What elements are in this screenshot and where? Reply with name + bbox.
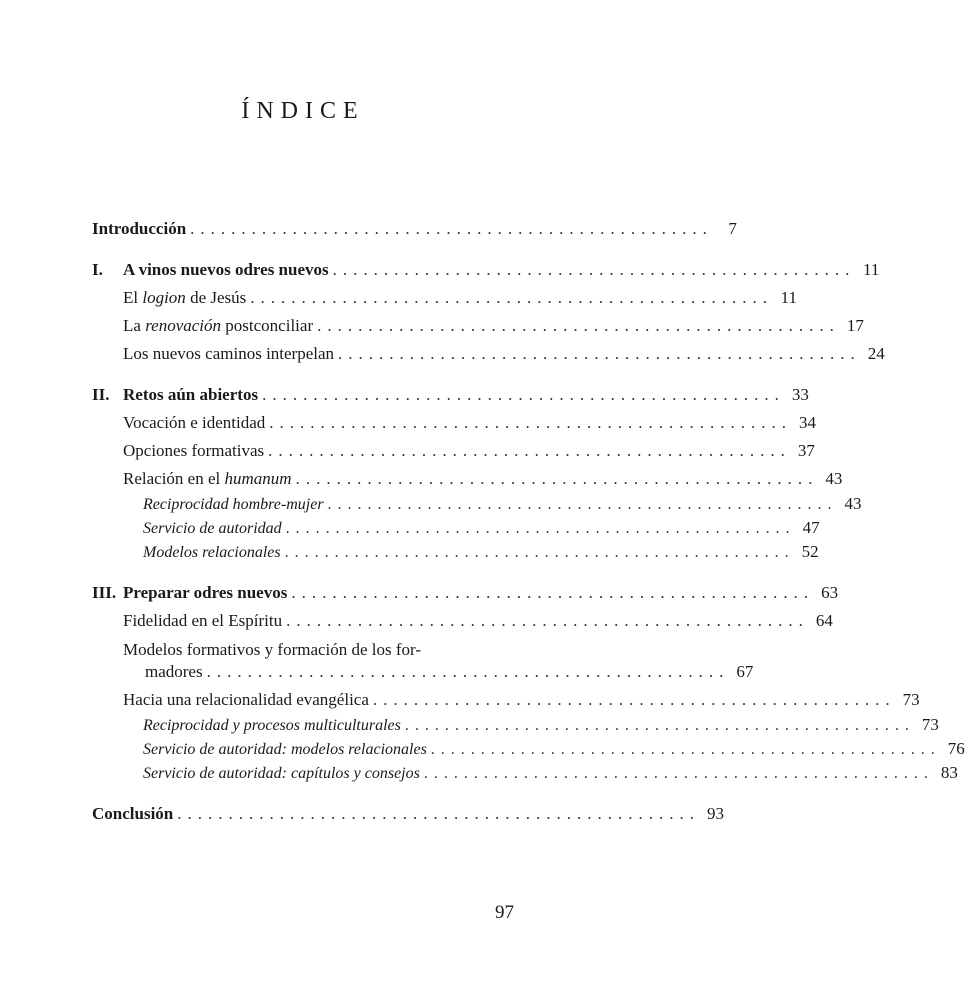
leader-dots: ................................................... [423,765,934,782]
toc-entry-label: Reciprocidad y procesos multiculturales [143,717,401,734]
leader-dots: ................................................... [206,662,730,681]
toc-entry-label: Opciones formativas [123,441,265,460]
toc-entry-relacionalidad [92,690,920,714]
chapter-number: III. [92,583,117,602]
leader-dots: ................................................... [177,804,700,823]
toc-entry-page: 7 [728,219,737,238]
toc-entry-page: 11 [863,260,880,279]
toc-entry-multiculturales [92,715,939,739]
toc-entry-modelos-relacionales [92,542,819,566]
toc-entry-page: 76 [947,739,965,758]
toc-entry-humanum [92,469,843,493]
toc-entry-label: Hacia una relacionalidad evangélica [123,690,369,709]
toc-entry-fidelidad [92,611,833,635]
toc-entry-page: 67 [736,662,754,681]
toc-entry-chapter-2 [92,385,809,409]
toc-entry-page: 73 [921,715,939,734]
toc-entry-opciones [92,441,815,465]
toc-entry-page: 33 [791,385,809,404]
toc-entry-modelos-formativos [92,640,514,664]
toc-entry-renovacion [92,316,864,340]
toc-entry-label-rest: postconciliar [221,316,314,335]
toc-entry-vocacion [92,413,817,437]
toc-entry-logion [92,288,798,312]
toc-entry-label: Servicio de autoridad: modelos relacionales [143,741,427,758]
toc-entry-label: Conclusión [92,804,174,823]
toc-entry-label: Modelos formativos y formación de los for- [123,640,422,659]
toc-entry-chapter-3 [92,583,839,607]
toc-entry-label: Modelos relacionales [143,544,281,561]
toc-entry-conclusion [92,804,724,828]
toc-entry-reciprocidad [92,494,862,518]
leader-dots: ................................................... [430,741,941,758]
toc-entry-label: La [123,316,146,335]
leader-dots: ................................................... [295,469,819,488]
toc-entry-label: El [123,288,143,307]
leader-dots: ................................................... [268,441,791,460]
toc-entry-page: 37 [797,441,815,460]
leader-dots: ................................................... [190,219,713,238]
toc-entry-label: madores [145,662,203,681]
toc-entry-page: 11 [780,288,798,307]
leader-dots: ................................................... [317,316,840,335]
toc-entry-caminos [92,344,885,368]
page-number: 97 [495,902,514,923]
toc-entry-label-italic: logion [142,288,186,307]
toc-entry-label: Servicio de autoridad: capítulos y consejos [143,765,420,782]
chapter-number: I. [92,260,103,279]
leader-dots: ................................................... [285,520,796,537]
toc-entry-label-italic: humanum [224,469,292,488]
leader-dots: ................................................... [269,413,793,432]
leader-dots: ................................................... [372,690,896,709]
leader-dots: ................................................... [291,583,815,602]
leader-dots: ................................................... [327,496,838,513]
toc-entry-label: Introducción [92,219,187,238]
toc-entry-page: 43 [844,494,862,513]
leader-dots: ................................................... [404,717,915,734]
toc-entry-page: 17 [846,316,864,335]
toc-entry-introduccion [92,219,737,243]
leader-dots: ................................................... [286,611,809,630]
toc-entry-label-italic: renovación [145,316,222,335]
leader-dots: ................................................... [250,288,774,307]
toc-entry-chapter-1 [92,260,880,284]
toc-entry-label: Servicio de autoridad [143,520,282,537]
toc-entry-servicio [92,518,820,542]
toc-entry-label: Preparar odres nuevos [123,583,288,602]
toc-entry-page: 52 [801,542,819,561]
toc-entry-page: 24 [867,344,885,363]
toc-entry-label: A vinos nuevos odres nuevos [123,260,329,279]
toc-entry-page: 47 [802,518,820,537]
toc-entry-page: 64 [815,611,833,630]
toc-entry-label-rest: de Jesús [185,288,247,307]
leader-dots: ................................................... [338,344,861,363]
toc-entry-servicio-capitulos [92,763,958,787]
toc-entry-servicio-modelos [92,739,965,763]
leader-dots: ................................................... [262,385,785,404]
toc-entry-label: Los nuevos caminos interpelan [123,344,335,363]
toc-entry-label: Fidelidad en el Espíritu [123,611,283,630]
toc-entry-page: 34 [799,413,817,432]
toc-entry-label: Retos aún abiertos [123,385,259,404]
toc-entry-label: Vocación e identidad [123,413,266,432]
toc-entry-page: 93 [707,804,724,823]
toc-entry-page: 73 [902,690,920,709]
leader-dots: ................................................... [332,260,856,279]
leader-dots: ................................................... [284,544,795,561]
chapter-number: II. [92,385,110,404]
toc-entry-page: 43 [825,469,843,488]
toc-entry-label: Reciprocidad hombre-mujer [143,496,324,513]
toc-entry-modelos-formativos-cont [92,662,754,686]
toc-entry-page: 63 [821,583,839,602]
toc-entry-label: Relación en el [123,469,225,488]
toc-entry-page: 83 [940,763,958,782]
page-title: ÍNDICE [241,98,365,124]
